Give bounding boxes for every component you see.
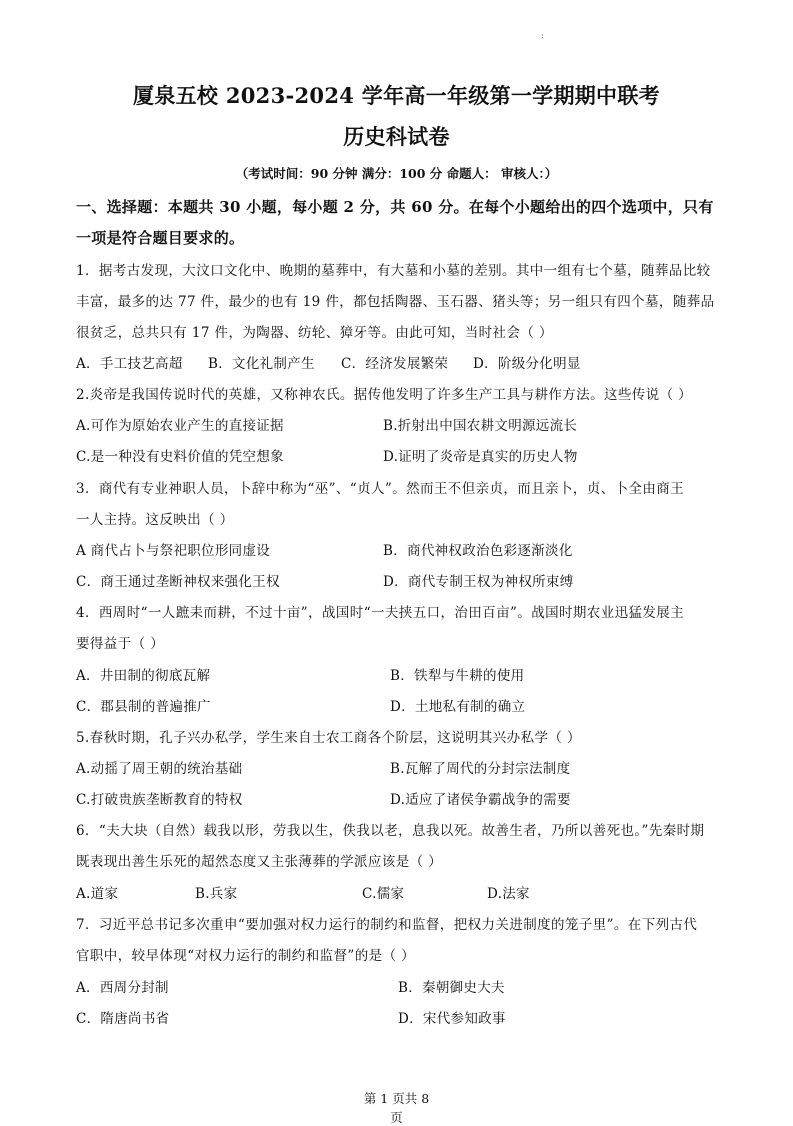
option-b[interactable]: B．文化礼制产生 xyxy=(208,356,315,372)
question-text-line: 2.炎帝是我国传说时代的英雄，又称神农氏。据传他发明了许多生产工具与耕作方法。这些传说（ ） xyxy=(76,387,693,403)
question-text-line: 7．习近平总书记多次重申“要加强对权力运行的制约和监督，把权力关进制度的笼子里”。在下列古代 xyxy=(76,917,698,933)
option-d[interactable]: D．商代专制王权为神权所束缚 xyxy=(383,574,574,590)
option-b[interactable]: B．铁犁与牛耕的使用 xyxy=(390,668,525,684)
option-b[interactable]: B．秦朝御史大夫 xyxy=(398,980,505,996)
page-number-suffix: 页 xyxy=(390,1110,403,1125)
option-c[interactable]: C．隋唐尚书省 xyxy=(76,1011,170,1027)
option-c[interactable]: C．商王通过垄断神权来强化王权 xyxy=(76,574,280,590)
question-text-line: 很贫乏，总共只有 17 件，为陶器、纺轮、獐牙等。由此可知，当时社会（ ） xyxy=(76,325,553,341)
question-text-line: 1．据考古发现，大汶口文化中、晚期的墓葬中，有大墓和小墓的差别。其中一组有七个墓，随葬品比较 xyxy=(76,263,711,279)
option-c[interactable]: C.儒家 xyxy=(362,886,405,902)
option-a[interactable]: A．西周分封制 xyxy=(76,980,169,996)
section-heading-line2: 一项是符合题目要求的。 xyxy=(76,229,245,247)
option-c[interactable]: C．经济发展繁荣 xyxy=(341,356,449,372)
exam-subtitle: 历史科试卷 xyxy=(343,124,450,149)
question-text-line: 3．商代有专业神职人员，卜辞中称为“巫”、“贞人”。然而王不但亲贞，而且亲卜，贞、卜全由商王 xyxy=(76,481,685,497)
option-a[interactable]: A.可作为原始农业产生的直接证据 xyxy=(76,418,284,434)
corner-dot: : xyxy=(541,31,544,40)
question-text-line: 既表现出善生乐死的超然态度又主张薄葬的学派应该是（ ） xyxy=(76,854,443,870)
question-text-line: 5.春秋时期，孔子兴办私学，学生来自士农工商各个阶层，这说明其兴办私学（ ） xyxy=(76,730,581,746)
page-number: 第 1 页共 8 xyxy=(363,1091,430,1106)
option-b[interactable]: B.折射出中国农耕文明源远流长 xyxy=(383,418,578,434)
exam-title: 厦泉五校 2023-2024 学年高一年级第一学期期中联考 xyxy=(133,83,660,108)
option-a[interactable]: A.道家 xyxy=(76,886,119,902)
question-text-line: 官职中，较早体现“对权力运行的制约和监督”的是（ ） xyxy=(76,948,415,964)
option-c[interactable]: C.是一种没有史料价值的凭空想象 xyxy=(76,449,284,465)
option-d[interactable]: D.适应了诸侯争霸战争的需要 xyxy=(390,792,571,808)
question-text-line: 一人主持。这反映出（ ） xyxy=(76,512,234,528)
option-a[interactable]: A．手工技艺高超 xyxy=(76,356,183,372)
option-b[interactable]: B.兵家 xyxy=(195,886,238,902)
option-d[interactable]: D.证明了炎帝是真实的历史人物 xyxy=(383,449,578,465)
option-a[interactable]: A．井田制的彻底瓦解 xyxy=(76,668,211,684)
option-d[interactable]: D．土地私有制的确立 xyxy=(390,699,526,715)
option-d[interactable]: D．阶级分化明显 xyxy=(473,356,581,372)
option-b[interactable]: B.瓦解了周代的分封宗法制度 xyxy=(390,761,571,777)
section-heading-line1: 一、选择题：本题共 30 小题，每小题 2 分，共 60 分。在每个小题给出的四个选项中，只有 xyxy=(76,198,714,216)
question-text-line: 4．西周时“一人蹠耒而耕，不过十亩”，战国时“一夫挟五口，治田百亩”。战国时期农业迅猛发展主 xyxy=(76,605,685,621)
option-a[interactable]: A.动摇了周王朝的统治基础 xyxy=(76,761,243,777)
option-b[interactable]: B．商代神权政治色彩逐渐淡化 xyxy=(383,543,573,559)
option-c[interactable]: C.打破贵族垄断教育的特权 xyxy=(76,792,243,808)
option-d[interactable]: D．宋代参知政事 xyxy=(398,1011,506,1027)
question-text-line: 要得益于（ ） xyxy=(76,636,165,652)
question-text-line: 丰富，最多的达 77 件，最少的也有 19 件，都包括陶器、玉石器、猪头等；另一组只有四个墓，随葬品 xyxy=(76,294,715,310)
option-d[interactable]: D.法家 xyxy=(487,886,530,902)
question-text-line: 6．“夫大块（自然）载我以形，劳我以生，佚我以老，息我以死。故善生者，乃所以善死也。”先秦时期 xyxy=(76,823,705,839)
option-a[interactable]: A 商代占卜与祭祀职位形同虚设 xyxy=(76,543,271,559)
option-c[interactable]: C．郡县制的普遍推广 xyxy=(76,699,211,715)
exam-info: （考试时间：90 分钟 满分：100 分 命题人： 审核人：） xyxy=(235,166,558,181)
